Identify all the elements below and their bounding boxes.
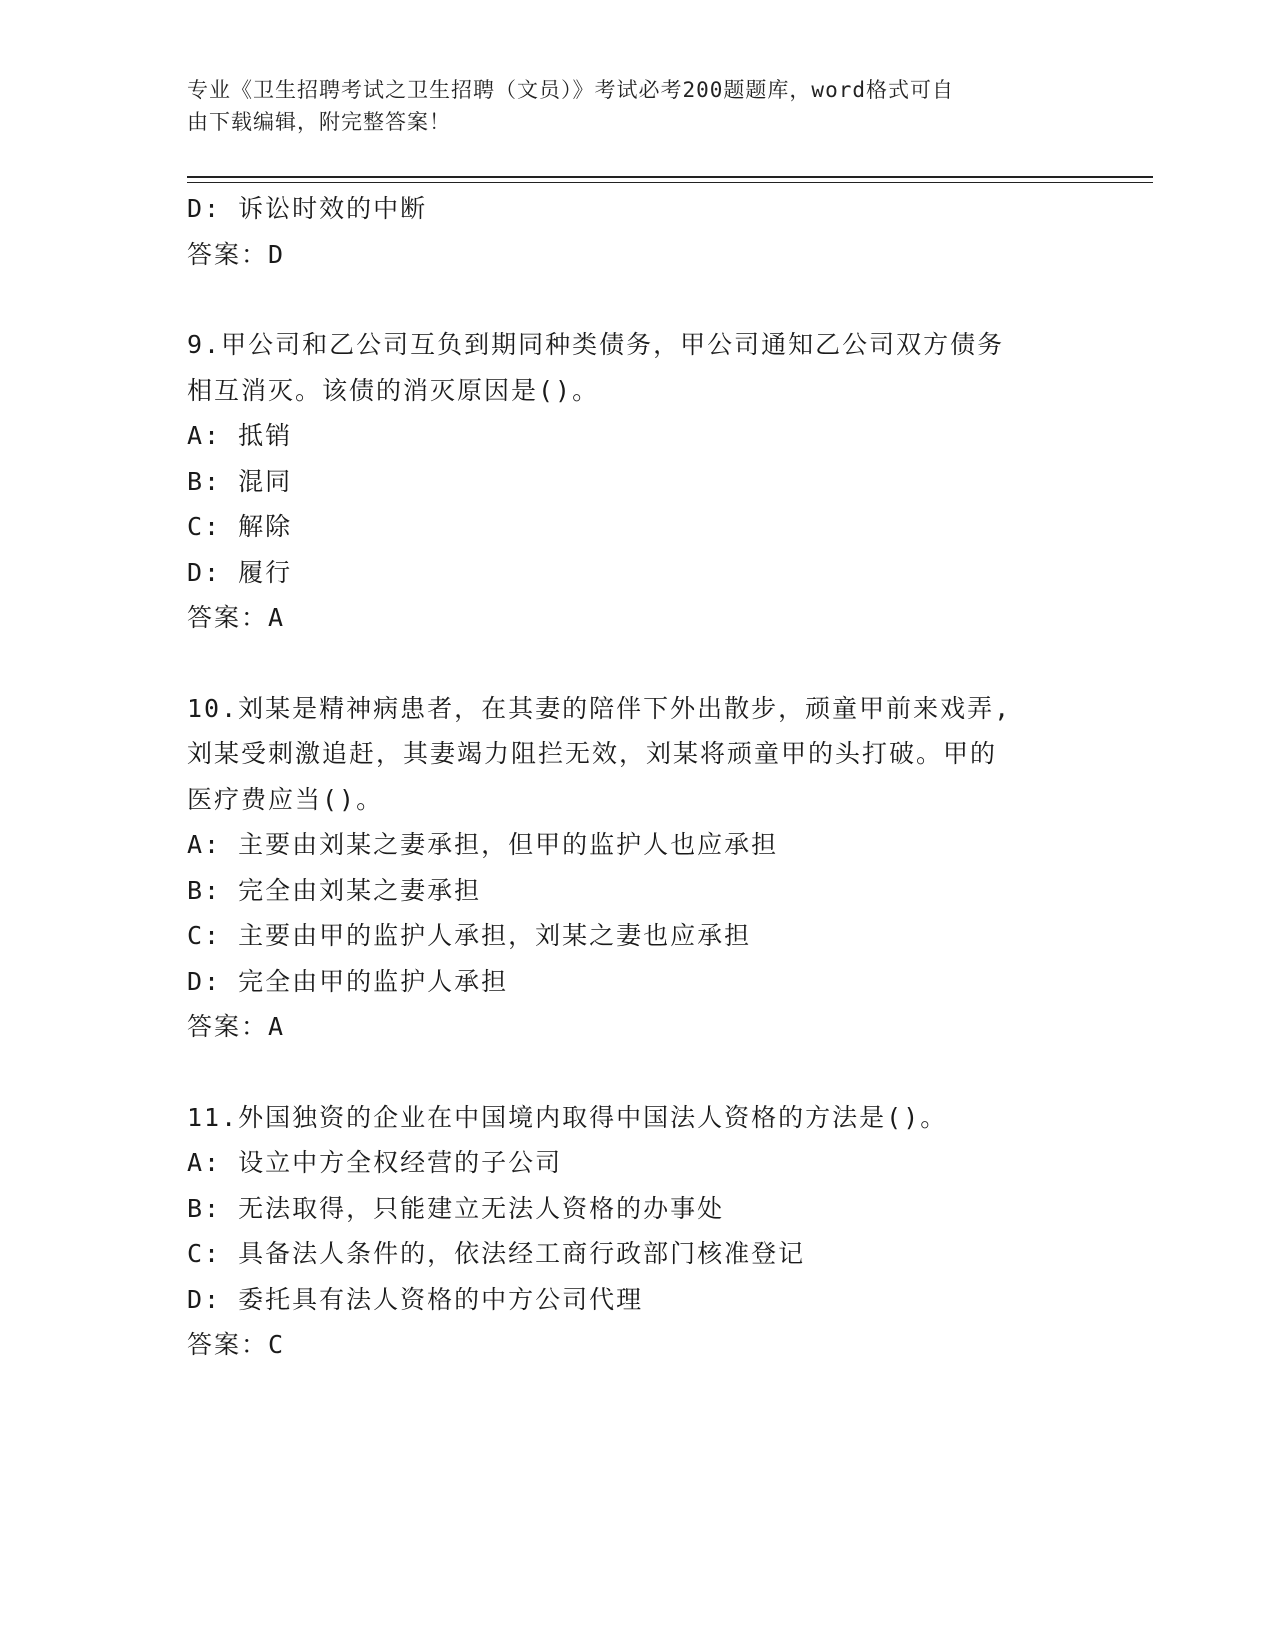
answer-line — [187, 1322, 1067, 1368]
question-text-line: 医疗费应当()。 — [187, 784, 384, 814]
question-text-line: 11.外国独资的企业在中国境内取得中国法人资格的方法是()。 — [187, 1102, 948, 1132]
option-c: C: 解除 — [187, 512, 293, 541]
answer-label: 答案： — [187, 239, 269, 269]
answer-value: A — [268, 603, 286, 632]
page-header — [187, 74, 1067, 138]
header-line-2: 由下载编辑，附完整答案！ — [187, 110, 451, 134]
header-divider-thin — [187, 182, 1153, 183]
answer-label: 答案： — [187, 1012, 269, 1041]
answer-label: 答案： — [187, 1330, 269, 1359]
spacer — [187, 277, 1067, 322]
option-c: C: 具备法人条件的，依法经工商行政部门核准登记 — [187, 1239, 806, 1268]
answer-line — [187, 595, 1067, 641]
question-9 — [187, 322, 1067, 641]
answer-value: C — [268, 1330, 286, 1359]
question-text-line: 刘某受刺激追赶，其妻竭力阻拦无效，刘某将顽童甲的头打破。甲的 — [187, 739, 998, 768]
option-d: D: 委托具有法人资格的中方公司代理 — [187, 1284, 644, 1314]
question-list — [187, 186, 1067, 1368]
option-a: A: 抵销 — [187, 421, 293, 450]
header-line-1: 专业《卫生招聘考试之卫生招聘（文员）》考试必考200题题库，word格式可自 — [187, 78, 954, 102]
answer-line — [187, 1004, 1067, 1050]
option-c: C: 主要由甲的监护人承担，刘某之妻也应承担 — [187, 921, 752, 950]
answer-value: A — [268, 1012, 286, 1041]
header-divider-thick — [187, 176, 1153, 178]
option-a: A: 设立中方全权经营的子公司 — [187, 1148, 563, 1177]
question-text-line: 相互消灭。该债的消灭原因是()。 — [187, 375, 600, 405]
option-d: D: 完全由甲的监护人承担 — [187, 966, 509, 996]
option-b: B: 无法取得，只能建立无法人资格的办事处 — [187, 1193, 725, 1223]
spacer — [187, 641, 1067, 686]
option-d: D: 履行 — [187, 557, 293, 587]
question-8-tail — [187, 186, 1067, 277]
option-a: A: 主要由刘某之妻承担，但甲的监护人也应承担 — [187, 830, 779, 859]
answer-line — [187, 232, 1067, 278]
answer-label: 答案： — [187, 603, 269, 632]
question-text-line: 10.刘某是精神病患者，在其妻的陪伴下外出散步，顽童甲前来戏弄, — [187, 693, 1012, 723]
question-10 — [187, 686, 1067, 1050]
question-text-line: 9.甲公司和乙公司互负到期同种类债务，甲公司通知乙公司双方债务 — [187, 330, 1005, 359]
option-b: B: 完全由刘某之妻承担 — [187, 875, 482, 905]
option-d: D: 诉讼时效的中断 — [187, 194, 428, 223]
option-b: B: 混同 — [187, 466, 293, 496]
spacer — [187, 1050, 1067, 1095]
question-11 — [187, 1095, 1067, 1368]
answer-value: D — [268, 239, 286, 269]
